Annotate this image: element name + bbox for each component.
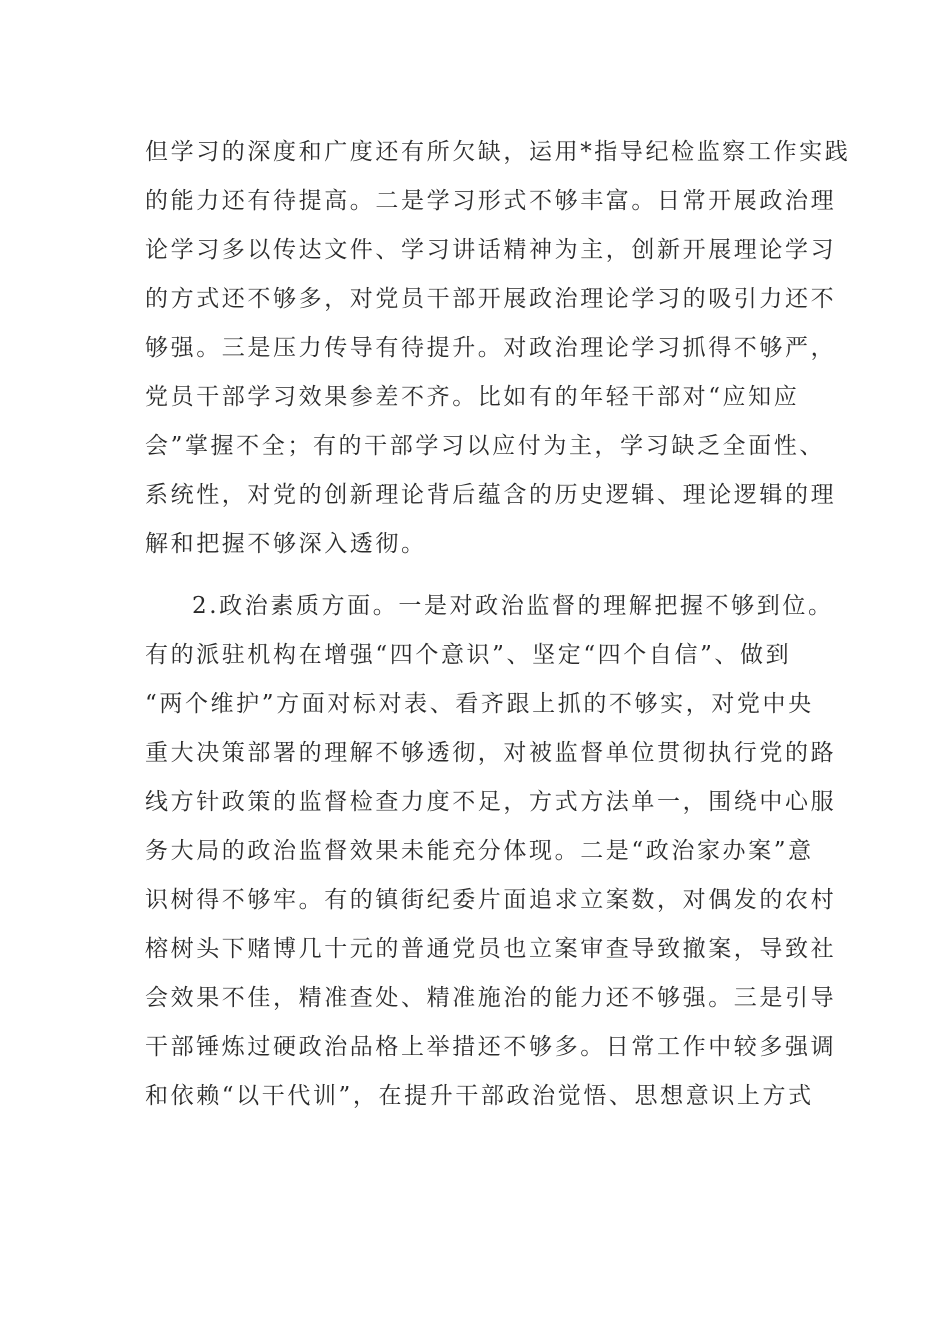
text-line: 有的派驻机构在增强“四个意识”、坚定“四个自信”、做到 (145, 642, 792, 668)
text-line: 和依赖“以干代训”，在提升干部政治觉悟、思想意识上方式 (145, 1083, 814, 1109)
text-line: 务大局的政治监督效果未能充分体现。二是“政治家办案”意 (145, 838, 814, 864)
text-line: 识树得不够牢。有的镇街纪委片面追求立案数，对偶发的农村 (145, 887, 837, 913)
text-line: 重大决策部署的理解不够透彻，对被监督单位贯彻执行党的路 (145, 740, 837, 766)
text-line: 线方针政策的监督检查力度不足，方式方法单一，围绕中心服 (145, 789, 837, 815)
text-line: 解和把握不够深入透彻。 (145, 531, 427, 557)
text-line: 够强。三是压力传导有待提升。对政治理论学习抓得不够严， (145, 335, 837, 361)
text-line: 榕树头下赌博几十元的普通党员也立案审查导致撤案，导致社 (145, 936, 837, 962)
text-line: 的能力还有待提高。二是学习形式不够丰富。日常开展政治理 (145, 188, 837, 214)
text-line: 干部锤炼过硬政治品格上举措还不够多。日常工作中较多强调 (145, 1034, 837, 1060)
text-line: 论学习多以传达文件、学习讲话精神为主，创新开展理论学习 (145, 237, 837, 263)
text-line: “两个维护”方面对标对表、看齐跟上抓的不够实，对党中央 (145, 691, 814, 717)
text-line: 会”掌握不全；有的干部学习以应付为主，学习缺乏全面性、 (145, 433, 825, 459)
text-line: 的方式还不够多，对党员干部开展政治理论学习的吸引力还不 (145, 286, 837, 312)
text-line: 会效果不佳，精准查处、精准施治的能力还不够强。三是引导 (145, 985, 837, 1011)
text-line: 党员干部学习效果参差不齐。比如有的年轻干部对“应知应 (145, 384, 800, 410)
text-line: 系统性，对党的创新理论背后蕴含的历史逻辑、理论逻辑的理 (145, 482, 837, 508)
text-line: 2.政治素质方面。一是对政治监督的理解把握不够到位。 (192, 593, 834, 619)
text-line: 但学习的深度和广度还有所欠缺，运用*指导纪检监察工作实践 (145, 139, 851, 165)
